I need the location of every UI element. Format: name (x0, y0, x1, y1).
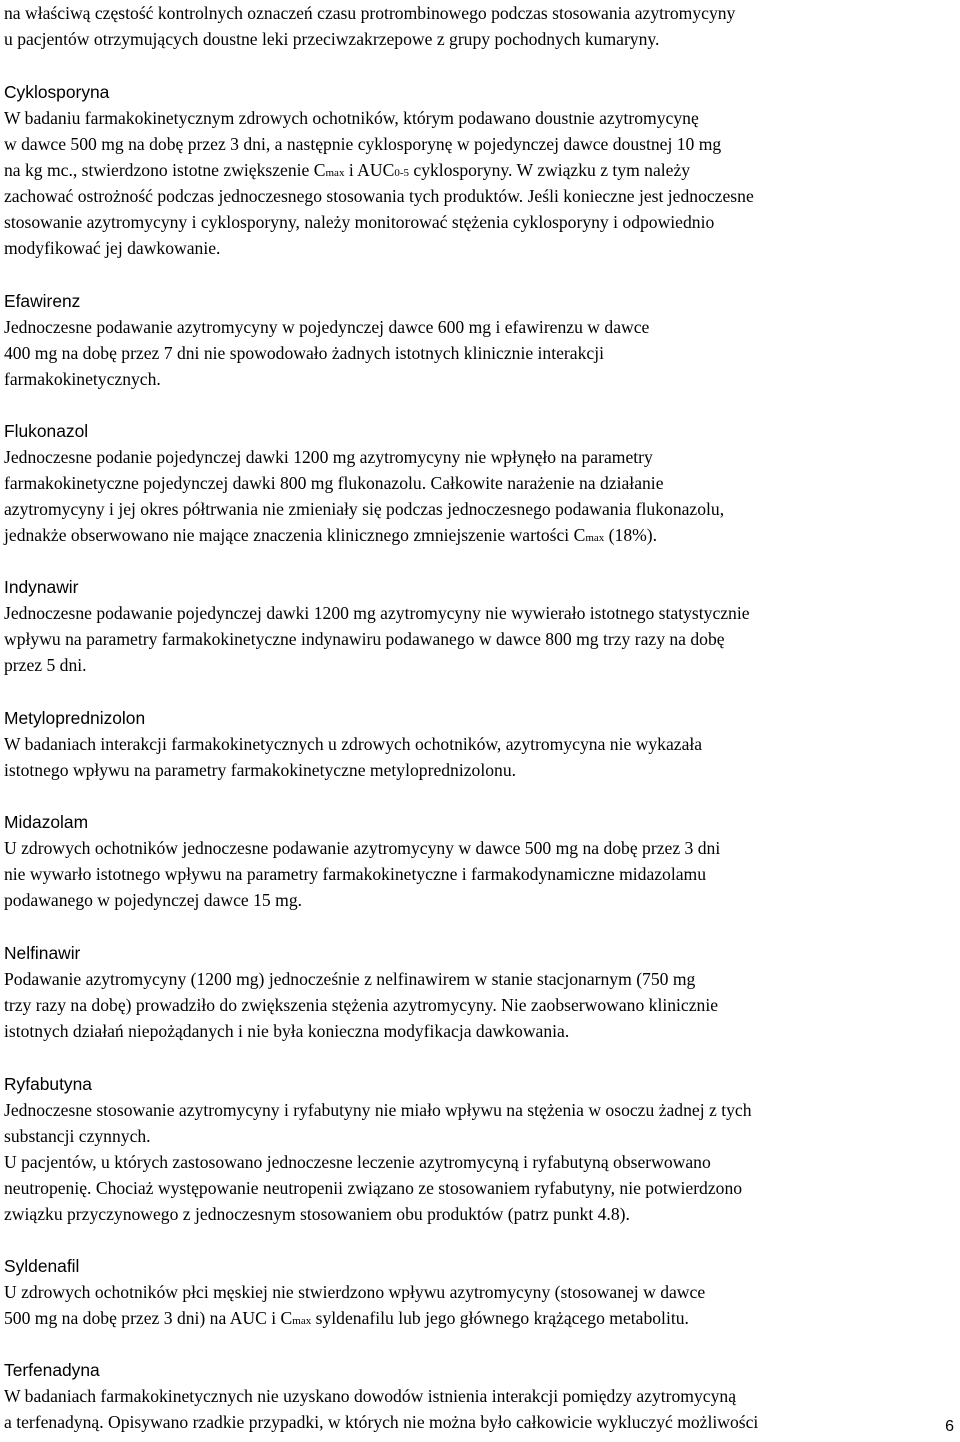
body-line: Jednoczesne podawanie pojedynczej dawki 1200 mg azytromycyny nie wywierało istotnego statystycznie (4, 603, 750, 623)
body-line (4, 1305, 689, 1331)
body-line: nie wywarło istotnego wpływu na parametry farmakokinetyczne i farmakodynamiczne midazolamu (4, 864, 707, 884)
body-line (4, 157, 690, 183)
body-line: W badaniu farmakokinetycznym zdrowych ochotników, którym podawano doustnie azytromycynę (4, 108, 699, 128)
body-line: 400 mg na dobę przez 7 dni nie spowodowało żadnych istotnych klinicznie interakcji (4, 343, 604, 363)
body-line: W badaniach farmakokinetycznych nie uzyskano dowodów istnienia interakcji pomiędzy azytromycyną (4, 1386, 737, 1406)
body-line: U pacjentów, u których zastosowano jednoczesne leczenie azytromycyną i ryfabutyną obserwowano (4, 1152, 711, 1172)
text-run: na kg mc., stwierdzono istotne zwiększenie C (4, 160, 326, 180)
subscript: 0-5 (394, 167, 409, 179)
body-line: farmakokinetycznych. (4, 369, 161, 389)
body-line: modyfikować jej dawkowanie. (4, 238, 221, 258)
section-heading: Flukonazol (4, 421, 89, 441)
body-line: Podawanie azytromycyny (1200 mg) jednocześnie z nelfinawirem w stanie stacjonarnym (750 mg (4, 969, 696, 989)
body-line: stosowanie azytromycyny i cyklosporyny, należy monitorować stężenia cyklosporyny i odpowiednio (4, 212, 715, 232)
section-heading: Efawirenz (4, 291, 81, 311)
body-line: u pacjentów otrzymujących doustne leki przeciwzakrzepowe z grupy pochodnych kumaryny. (4, 29, 660, 49)
body-line: azytromycyny i jej okres półtrwania nie zmieniały się podczas jednoczesnego podawania flukonazolu, (4, 499, 725, 519)
body-line: istotnego wpływu na parametry farmakokinetyczne metyloprednizolonu. (4, 760, 517, 780)
text-run: jednakże obserwowano nie mające znaczenia klinicznego zmniejszenie wartości C (4, 525, 586, 545)
body-line (4, 522, 657, 548)
body-line: neutropenię. Chociaż występowanie neutropenii związano ze stosowaniem ryfabutyny, nie potwierdzono (4, 1178, 743, 1198)
section-heading: Metyloprednizolon (4, 708, 146, 728)
body-line: związku przyczynowego z jednoczesnym stosowaniem obu produktów (patrz punkt 4.8). (4, 1204, 630, 1224)
body-line: Jednoczesne stosowanie azytromycyny i ryfabutyny nie miało wpływu na stężenia w osoczu żadnej z tych (4, 1100, 752, 1120)
section-heading: Indynawir (4, 577, 79, 597)
section-heading: Midazolam (4, 812, 89, 832)
section-heading: Cyklosporyna (4, 82, 110, 102)
body-line: W badaniach interakcji farmakokinetycznych u zdrowych ochotników, azytromycyna nie wykazała (4, 734, 703, 754)
body-line: Jednoczesne podanie pojedynczej dawki 1200 mg azytromycyny nie wpłynęło na parametry (4, 447, 653, 467)
section-heading: Terfenadyna (4, 1360, 100, 1380)
text-run: 500 mg na dobę przez 3 dni) na AUC i C (4, 1308, 293, 1328)
text-run: syldenafilu lub jego głównego krążącego metabolitu. (311, 1308, 689, 1328)
page-number: 6 (945, 1418, 954, 1435)
text-run: cyklosporyny. W związku z tym należy (409, 160, 691, 180)
text-run: (18%). (604, 525, 658, 545)
body-line: na właściwą częstość kontrolnych oznaczeń czasu protrombinowego podczas stosowania azytromycyny (4, 3, 736, 23)
body-line: Jednoczesne podawanie azytromycyny w pojedynczej dawce 600 mg i efawirenzu w dawce (4, 317, 650, 337)
body-line: a terfenadyną. Opisywano rzadkie przypadki, w których nie można było całkowicie wykluczyć możliwości (4, 1412, 759, 1432)
section-heading: Nelfinawir (4, 943, 81, 963)
body-line: U zdrowych ochotników jednoczesne podawanie azytromycyny w dawce 500 mg na dobę przez 3 dni (4, 838, 721, 858)
body-line: trzy razy na dobę) prowadziło do zwiększenia stężenia azytromycyny. Nie zaobserwowano klinicznie (4, 995, 719, 1015)
body-line: substancji czynnych. (4, 1126, 151, 1146)
body-line: przez 5 dni. (4, 655, 87, 675)
body-line: podawanego w pojedynczej dawce 15 mg. (4, 890, 303, 910)
body-line: istotnych działań niepożądanych i nie była konieczna modyfikacja dawkowania. (4, 1021, 570, 1041)
section-heading: Ryfabutyna (4, 1074, 92, 1094)
subscript: max (292, 1315, 312, 1327)
subscript: max (585, 532, 605, 544)
text-run: i AUC (344, 160, 395, 180)
section-heading: Syldenafil (4, 1256, 80, 1276)
body-line: wpływu na parametry farmakokinetyczne indynawiru podawanego w dawce 800 mg trzy razy na dobę (4, 629, 725, 649)
body-line: zachować ostrożność podczas jednoczesnego stosowania tych produktów. Jeśli konieczne jest jednoczesne (4, 186, 754, 206)
body-line: U zdrowych ochotników płci męskiej nie stwierdzono wpływu azytromycyny (stosowanej w dawce (4, 1282, 706, 1302)
body-line: w dawce 500 mg na dobę przez 3 dni, a następnie cyklosporynę w pojedynczej dawce doustnej 10 mg (4, 134, 722, 154)
body-line: farmakokinetyczne pojedynczej dawki 800 mg flukonazolu. Całkowite narażenie na działanie (4, 473, 664, 493)
subscript: max (325, 167, 345, 179)
